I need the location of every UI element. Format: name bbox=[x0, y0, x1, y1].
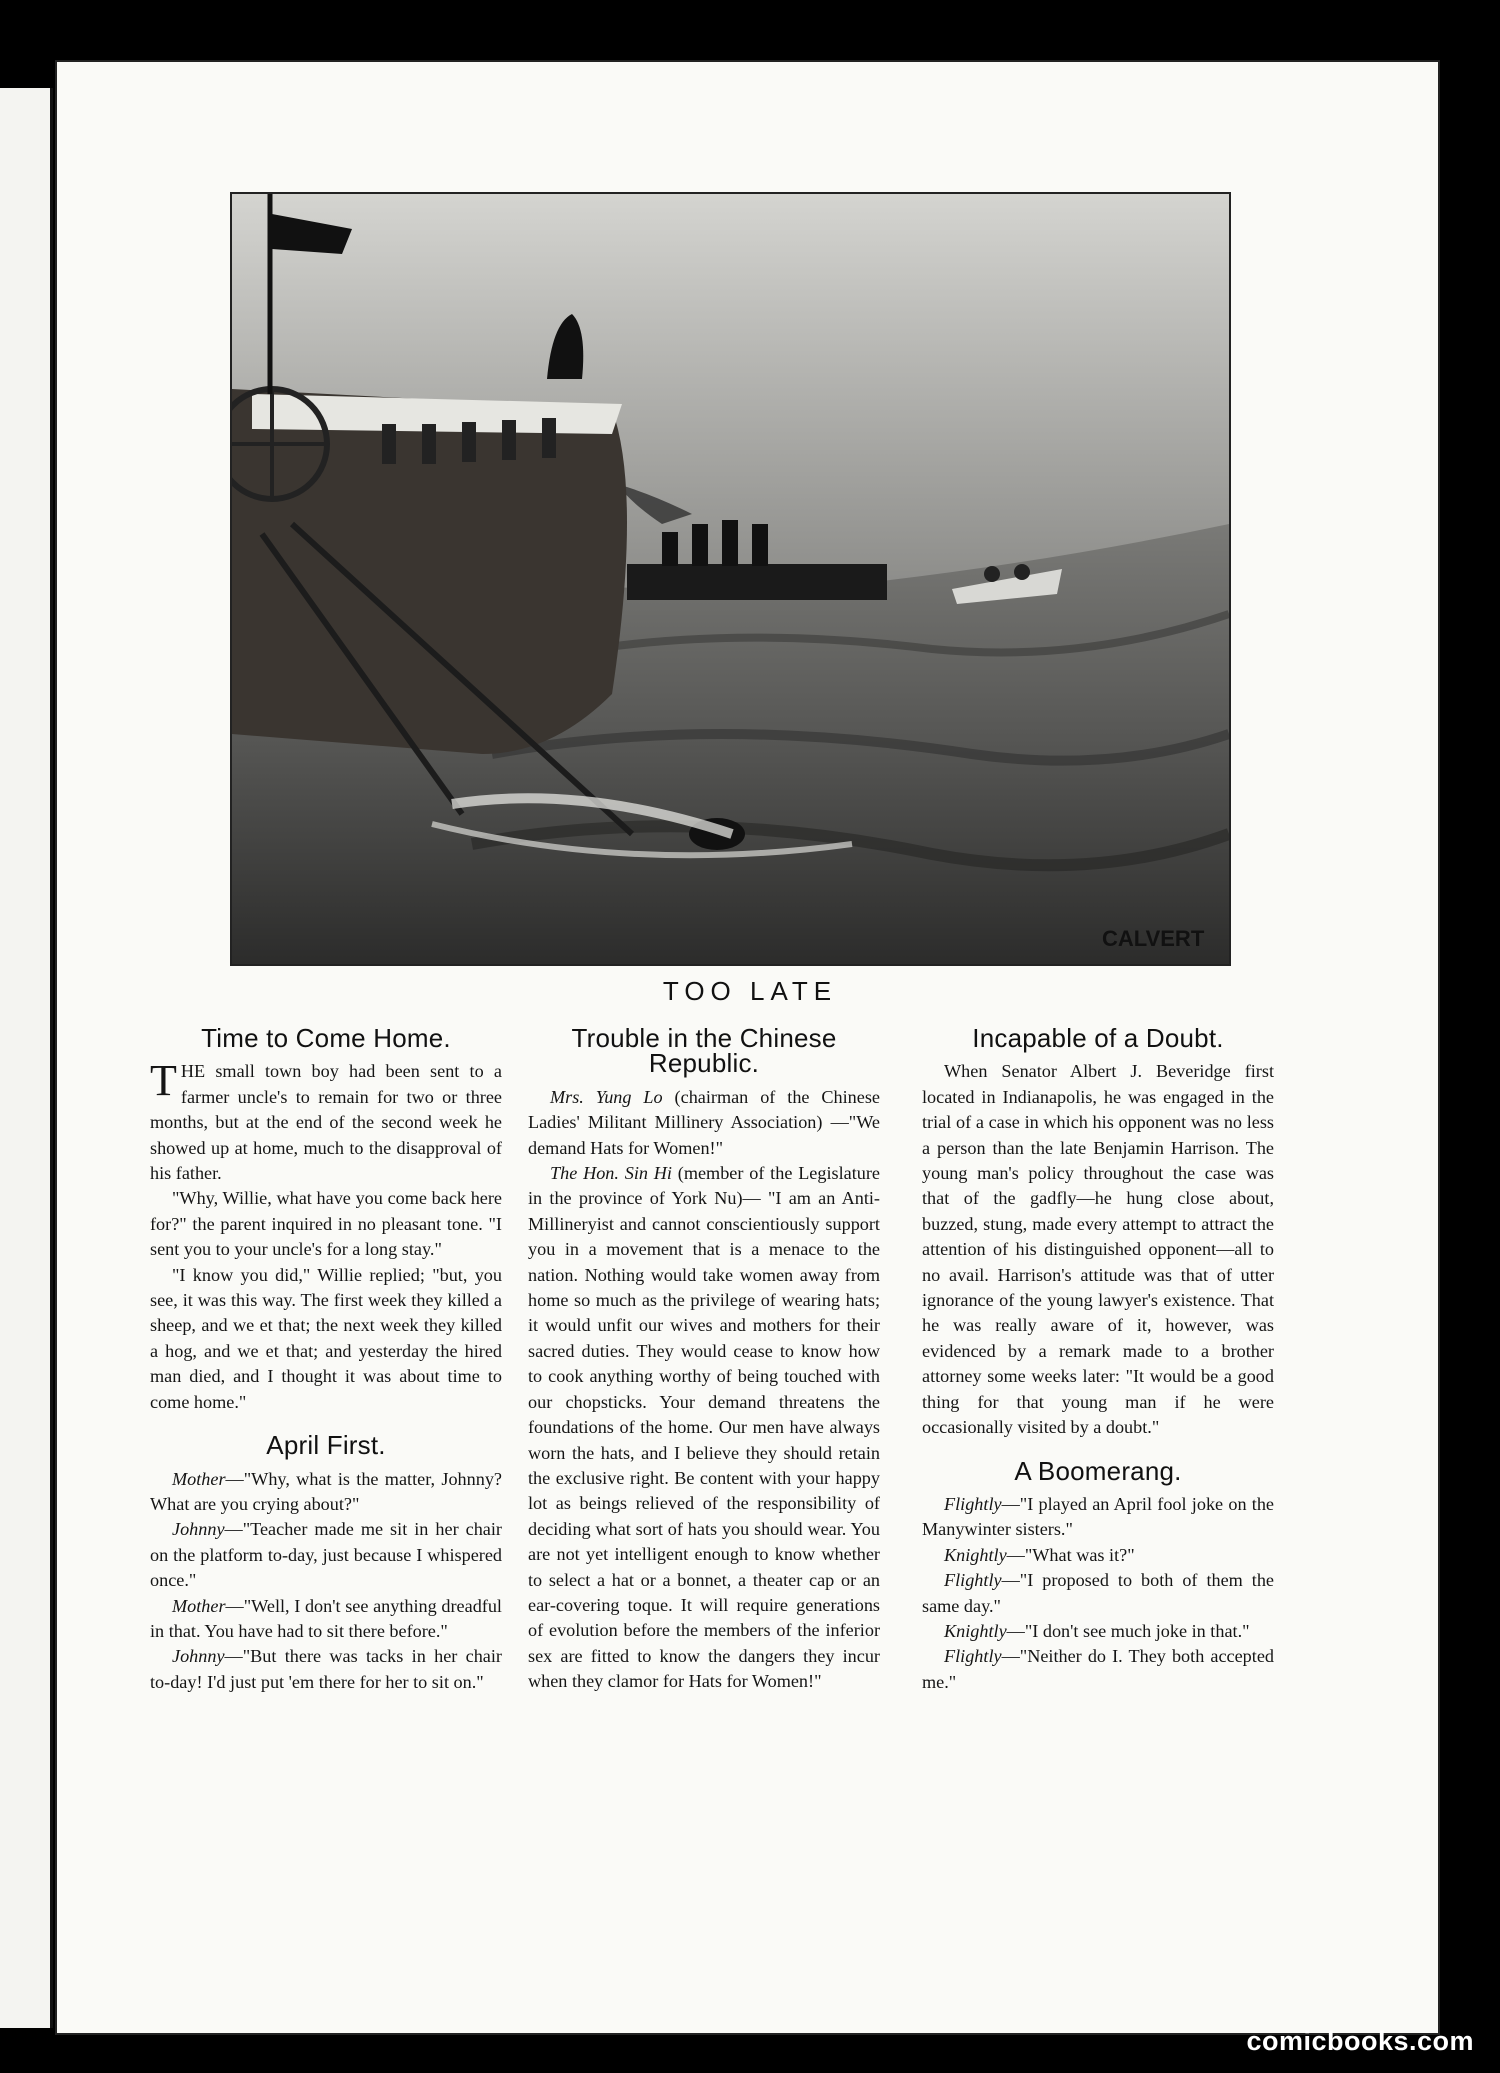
dialogue-line: The Hon. Sin Hi (member of the Legislature in the province of York Nu)— "I am an Anti-Millineryist and cannot conscientiously support you in a movement that is a menace to the nation. Nothing would take women away from home so much as the privilege of wearing hats; it would unfit our wives and mothers for their sacred duties. They would cease to know how to cook anything worthy of being touched with our chopsticks. Your demand threatens the foundations of the home. Our men have always worn the hats, and I believe they should retain the exclusive right. Be content with your happy lot as beings relieved of the responsibility of deciding what sort of hats you should wear. You are not yet intelligent enough to know whether to select a hat or a bonnet, a theater cap or an ear-covering toque. It will require generations of evolution before the members of the inferior sex are fitted to know the dangers they incur when they clamor for Hats for Women!" bbox=[528, 1163, 881, 1692]
article-paragraph: "Why, Willie, what have you come back here for?" the parent inquired in no pleasant tone. "I sent you to your uncle's for a long stay." bbox=[150, 1188, 502, 1260]
article-paragraph: THE small town boy had been sent to a farmer uncle's to remain for two or three months, but at the end of the second week he showed up at home, much to the disapproval of his father. bbox=[150, 1056, 502, 1184]
dialogue-line: Johnny—"But there was tacks in her chair to-day! I'd just put 'em there for her to sit on." bbox=[150, 1646, 502, 1692]
column-2 bbox=[528, 1023, 881, 1695]
dialogue-line: Flightly—"I proposed to both of them the same day." bbox=[922, 1570, 1274, 1616]
dialogue-line: Mother—"Well, I don't see anything dreadful in that. You have had to sit there before." bbox=[150, 1595, 502, 1641]
ship-sea-drawing bbox=[232, 194, 1229, 964]
site-watermark: comicbooks.com bbox=[1246, 2026, 1474, 2056]
dialogue-line: Knightly—"I don't see much joke in that." bbox=[944, 1620, 1250, 1641]
dialogue-line: Flightly—"I played an April fool joke on the Manywinter sisters." bbox=[922, 1493, 1274, 1540]
article-paragraph: "I know you did," Willie replied; "but, you see, it was this way. The first week they killed a sheep, and we et that; the next week they killed a hog, and we et that; and yesterday the hired man died, and I thought it was about time to come home." bbox=[150, 1264, 502, 1412]
article-title: Trouble in the Chinese Republic. bbox=[571, 1023, 837, 1079]
dialogue-line: Mrs. Yung Lo (chairman of the Chinese Ladies' Militant Millinery Association) —"We demand Hats for Women!" bbox=[528, 1086, 880, 1158]
article-title: A Boomerang. bbox=[1014, 1455, 1182, 1486]
dialogue-line: Johnny—"Teacher made me sit in her chair on the platform to-day, just because I whispered once." bbox=[150, 1519, 502, 1591]
column-3 bbox=[922, 1023, 1274, 1695]
article-title: April First. bbox=[266, 1430, 386, 1461]
drop-cap: T bbox=[150, 1056, 177, 1106]
article-title: Time to Come Home. bbox=[201, 1023, 451, 1053]
dialogue-line: Flightly—"Neither do I. They both accepted me." bbox=[922, 1646, 1274, 1692]
column-1 bbox=[150, 1023, 502, 1695]
article-paragraph: When Senator Albert J. Beveridge first located in Indianapolis, he was engaged in the trial of a case in which his opponent was no less a person than the late Benjamin Harrison. The young man's policy throughout the case was that of the gadfly—he hung close about, buzzed, stung, made every attempt to attract the attention of his distinguished opponent—all to no avail. Harrison's attitude was that of utter ignorance of the young lawyer's existence. That he was really aware of it, however, was evidenced by a remark made to a brother attorney some weeks later: "It would be a good thing for that young man if he were occasionally visited by a doubt." bbox=[922, 1061, 1274, 1438]
too-late-illustration bbox=[230, 192, 1231, 966]
facing-page-edge bbox=[0, 88, 53, 2028]
illustration-caption: TOO LATE bbox=[662, 976, 838, 1006]
dialogue-line: Knightly—"What was it?" bbox=[944, 1544, 1135, 1565]
illustration-signature: CALVERT bbox=[1102, 926, 1205, 951]
article-title: Incapable of a Doubt. bbox=[972, 1023, 1224, 1053]
dialogue-line: Mother—"Why, what is the matter, Johnny? What are you crying about?" bbox=[150, 1468, 502, 1514]
